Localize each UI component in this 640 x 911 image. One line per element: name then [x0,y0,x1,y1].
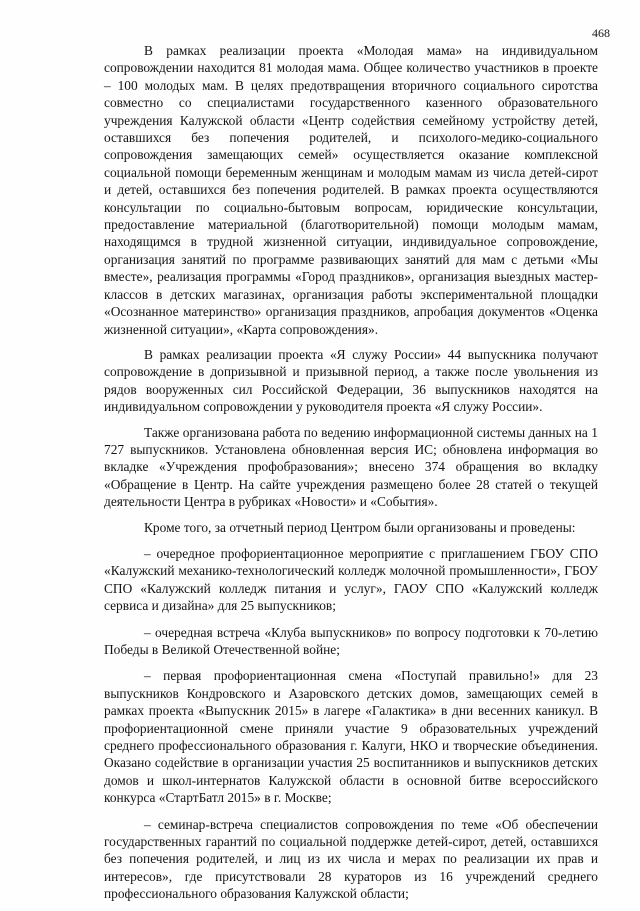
document-body [104,42,598,911]
list-item-seminar: – семинар-встреча специалистов сопровождения по теме «Об обеспечении государственных гарантий по социальной поддержке детей-сирот, детей, оставшихся без попечения родителей, и лиц из их числа и мерах по реализации их прав и интересов», где присутствовали 28 кураторов из 16 учреждений среднего профессионального образования Калужской области; [104,816,598,902]
paragraph-events-intro: Кроме того, за отчетный период Центром были организованы и проведены: [144,519,576,535]
paragraph-information-system: Также организована работа по ведению информационной системы данных на 1 727 выпускников. Установлена обновленная версия ИС; обновлена информация во вкладке «Учреждения профобразования»; внесено 374 обращения во вкладку «Обращение в Центр. На сайте учреждения размещено более 28 статей о текущей деятельности Центра в рубриках «Новости» и «События». [104,424,598,510]
list-item-career-event: – очередное профориентационное мероприятие с приглашением ГБОУ СПО «Калужский механико-технологический колледж молочной промышленности», ГБОУ СПО «Калужский колледж питания и услуг», ГАОУ СПО «Калужский колледж сервиса и дизайна» для 25 выпускников; [104,545,598,614]
page-number: 468 [592,26,610,40]
list-item-graduates-club: – очередная встреча «Клуба выпускников» по вопросу подготовки к 70-летию Победы в Великой Отечественной войне; [104,624,598,657]
list-item-career-shift: – первая профориентационная смена «Поступай правильно!» для 23 выпускников Кондровского и Азаровского детских домов, замещающих семей в рамках проекта «Выпускник 2015» в лагере «Галактика» в дни весенних каникул. В профориентационной смене приняли участие 9 образовательных учреждений среднего профессионального образования г. Калуги, НКО и творческие объединения. Оказано содействие в организации участия 25 воспитанников и выпускников детских домов и школ-интернатов Калужской области в основной битве всероссийского конкурса «СтартБатл 2015» в г. Москве; [104,668,598,806]
paragraph-molodaya-mama: В рамках реализации проекта «Молодая мама» на индивидуальном сопровождении находится 81 молодая мама. Общее количество участников в проекте – 100 молодых мам. В целях предотвращения вторичного социального сиротства совместно со специалистами государственного казенного образовательного учреждения Калужской области «Центр содействия семейному устройству детей, оставшихся без попечения родителей, и психолого-медико-социального сопровождения замещающих семей» осуществляется оказание комплексной социальной помощи беременным женщинам и молодым мамам из числа детей-сирот и детей, оставшихся без попечения родителей. В рамках проекта осуществляются консультации по социально-бытовым вопросам, юридические консультации, предоставление материальной (благотворительной) помощи молодым мамам, находящимся в трудной жизненной ситуации, индивидуальное сопровождение, организация занятий по программе развивающих занятий для мам с детьми «Мы вместе», реализация программы «Город праздников», организация выездных мастер-классов в детских магазинах, организация работы экспериментальной площадки «Осознанное материнство» организация праздников, апробация документов «Оценка жизненной ситуации», «Карта сопровождения». [104,43,598,337]
paragraph-ya-sluzhu-rossii: В рамках реализации проекта «Я служу России» 44 выпускника получают сопровождение в допризывной и призывной период, а также после увольнения из рядов вооруженных сил Российской Федерации, 36 выпускников находятся на индивидуальном сопровождении у руководителя проекта «Я служу России». [104,346,598,415]
